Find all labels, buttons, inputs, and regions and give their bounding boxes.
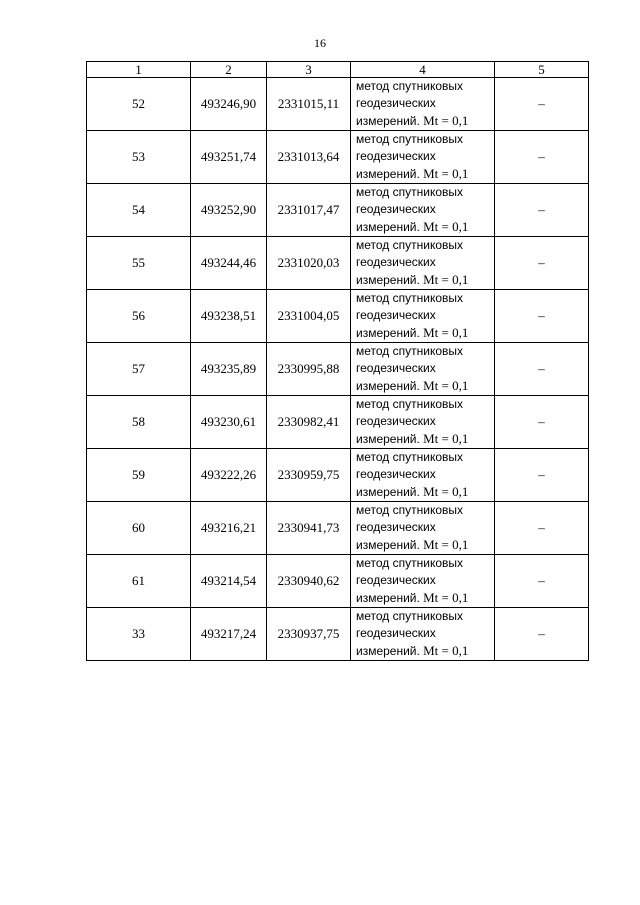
method-line-1: метод спутниковых: [356, 450, 464, 464]
method-line-3: [356, 165, 494, 183]
point-number: 33: [87, 608, 191, 661]
note-cell: –: [495, 184, 589, 237]
note-cell: –: [495, 343, 589, 396]
method-line-3: [356, 589, 494, 607]
point-number: 55: [87, 237, 191, 290]
method-description: [351, 449, 495, 502]
method-description: [351, 555, 495, 608]
method-line-1: метод спутниковых: [356, 132, 464, 146]
method-line-3-text: измерений.: [356, 114, 420, 128]
method-line-3-text: измерений.: [356, 273, 420, 287]
method-line-3: [356, 377, 494, 395]
coordinate-x: 493235,89: [191, 343, 267, 396]
coordinate-y: 2331013,64: [267, 131, 351, 184]
point-number: 53: [87, 131, 191, 184]
table-row: [87, 131, 589, 184]
method-accuracy: Mt = 0,1: [423, 219, 469, 234]
method-line-2: геодезических: [356, 96, 436, 110]
point-number: 56: [87, 290, 191, 343]
header-row: [87, 62, 589, 78]
page-number: 16: [314, 36, 326, 50]
coordinate-y: 2330941,73: [267, 502, 351, 555]
method-description: [351, 502, 495, 555]
note-cell: –: [495, 131, 589, 184]
method-line-1: метод спутниковых: [356, 344, 464, 358]
method-description: [351, 78, 495, 131]
note-cell: –: [495, 237, 589, 290]
header-col-5: 5: [495, 62, 589, 78]
method-line-3: [356, 642, 494, 660]
coordinate-x: 493214,54: [191, 555, 267, 608]
method-line-3-text: измерений.: [356, 644, 420, 658]
table-row: [87, 343, 589, 396]
header-col-4: 4: [351, 62, 495, 78]
table-row: [87, 396, 589, 449]
method-line-1: метод спутниковых: [356, 397, 464, 411]
header-col-2: 2: [191, 62, 267, 78]
method-line-3-text: измерений.: [356, 220, 420, 234]
coordinate-x: 493230,61: [191, 396, 267, 449]
header-col-3: 3: [267, 62, 351, 78]
note-cell: –: [495, 396, 589, 449]
coordinate-y: 2330959,75: [267, 449, 351, 502]
coordinate-y: 2330937,75: [267, 608, 351, 661]
note-cell: –: [495, 502, 589, 555]
table-row: [87, 449, 589, 502]
method-line-1: метод спутниковых: [356, 185, 464, 199]
method-line-2: геодезических: [356, 573, 436, 587]
method-line-3-text: измерений.: [356, 326, 420, 340]
method-description: [351, 396, 495, 449]
method-line-3: [356, 536, 494, 554]
coordinate-y: 2331004,05: [267, 290, 351, 343]
method-line-1: метод спутниковых: [356, 238, 464, 252]
method-line-2: геодезических: [356, 414, 436, 428]
coordinates-table: [86, 61, 589, 661]
coordinate-x: 493246,90: [191, 78, 267, 131]
method-accuracy: Mt = 0,1: [423, 325, 469, 340]
method-accuracy: Mt = 0,1: [423, 166, 469, 181]
method-description: [351, 608, 495, 661]
method-line-2: геодезических: [356, 308, 436, 322]
method-line-2: геодезических: [356, 467, 436, 481]
table-row: [87, 237, 589, 290]
coordinate-x: 493244,46: [191, 237, 267, 290]
method-description: [351, 184, 495, 237]
coordinate-x: 493252,90: [191, 184, 267, 237]
method-line-3: [356, 271, 494, 289]
note-cell: –: [495, 78, 589, 131]
method-line-3-text: измерений.: [356, 538, 420, 552]
method-line-3-text: измерений.: [356, 485, 420, 499]
method-line-3: [356, 218, 494, 236]
table-row: [87, 502, 589, 555]
coordinate-y: 2330995,88: [267, 343, 351, 396]
coordinate-x: 493217,24: [191, 608, 267, 661]
coordinate-y: 2331020,03: [267, 237, 351, 290]
method-accuracy: Mt = 0,1: [423, 537, 469, 552]
method-line-3-text: измерений.: [356, 167, 420, 181]
method-line-2: геодезических: [356, 361, 436, 375]
method-line-2: геодезических: [356, 255, 436, 269]
point-number: 57: [87, 343, 191, 396]
method-accuracy: Mt = 0,1: [423, 272, 469, 287]
method-accuracy: Mt = 0,1: [423, 590, 469, 605]
method-accuracy: Mt = 0,1: [423, 484, 469, 499]
coordinate-x: 493238,51: [191, 290, 267, 343]
point-number: 52: [87, 78, 191, 131]
method-line-3: [356, 430, 494, 448]
method-accuracy: Mt = 0,1: [423, 431, 469, 446]
coordinate-x: 493216,21: [191, 502, 267, 555]
method-line-3: [356, 483, 494, 501]
method-line-1: метод спутниковых: [356, 609, 464, 623]
table-row: [87, 78, 589, 131]
note-cell: –: [495, 555, 589, 608]
method-line-1: метод спутниковых: [356, 79, 464, 93]
method-line-1: метод спутниковых: [356, 291, 464, 305]
method-line-1: метод спутниковых: [356, 556, 464, 570]
method-description: [351, 343, 495, 396]
coordinate-y: 2331015,11: [267, 78, 351, 131]
method-description: [351, 131, 495, 184]
method-line-2: геодезических: [356, 202, 436, 216]
point-number: 59: [87, 449, 191, 502]
method-line-2: геодезических: [356, 149, 436, 163]
coordinate-x: 493251,74: [191, 131, 267, 184]
method-accuracy: Mt = 0,1: [423, 113, 469, 128]
table-row: [87, 184, 589, 237]
method-line-3: [356, 324, 494, 342]
method-line-2: геодезических: [356, 626, 436, 640]
table-header: [87, 62, 589, 78]
method-line-3: [356, 112, 494, 130]
method-accuracy: Mt = 0,1: [423, 378, 469, 393]
method-line-3-text: измерений.: [356, 432, 420, 446]
coordinate-y: 2330940,62: [267, 555, 351, 608]
point-number: 54: [87, 184, 191, 237]
method-description: [351, 237, 495, 290]
point-number: 60: [87, 502, 191, 555]
table-row: [87, 608, 589, 661]
coordinate-y: 2330982,41: [267, 396, 351, 449]
table-body: [87, 78, 589, 661]
method-line-2: геодезических: [356, 520, 436, 534]
point-number: 58: [87, 396, 191, 449]
note-cell: –: [495, 608, 589, 661]
method-line-3-text: измерений.: [356, 379, 420, 393]
table-row: [87, 290, 589, 343]
note-cell: –: [495, 290, 589, 343]
method-line-1: метод спутниковых: [356, 503, 464, 517]
method-description: [351, 290, 495, 343]
coordinate-y: 2331017,47: [267, 184, 351, 237]
point-number: 61: [87, 555, 191, 608]
coordinate-x: 493222,26: [191, 449, 267, 502]
method-accuracy: Mt = 0,1: [423, 643, 469, 658]
table-row: [87, 555, 589, 608]
method-line-3-text: измерений.: [356, 591, 420, 605]
header-col-1: 1: [87, 62, 191, 78]
note-cell: –: [495, 449, 589, 502]
